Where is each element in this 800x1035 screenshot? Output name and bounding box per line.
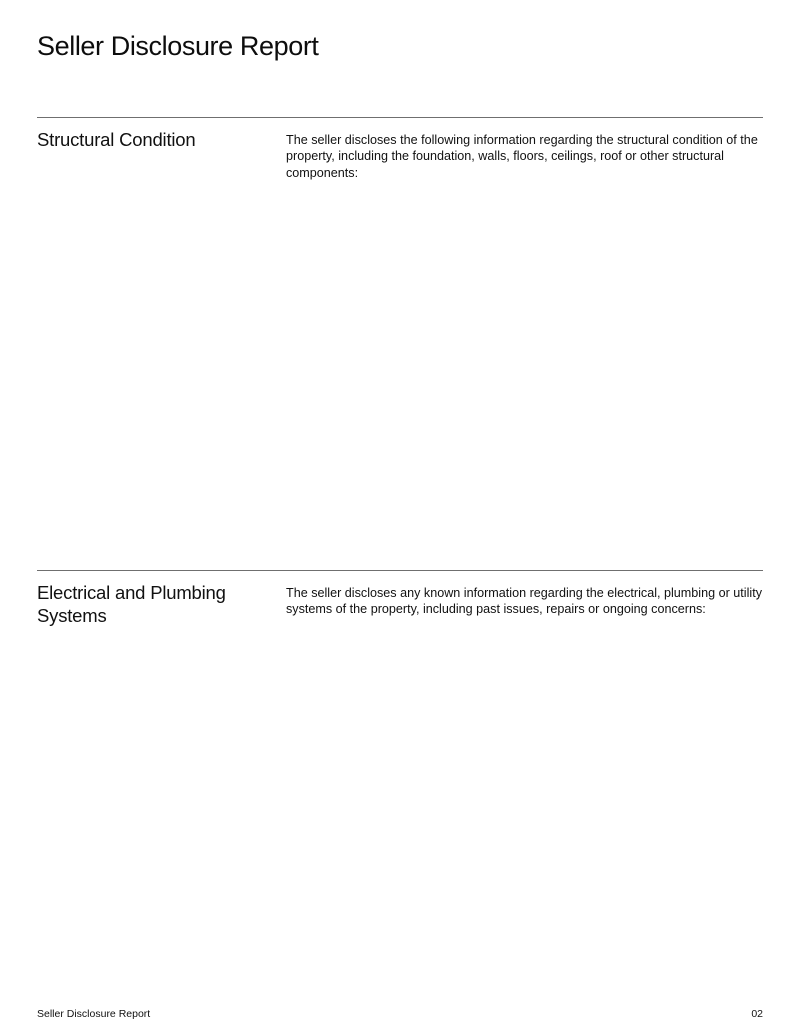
section-body: The seller discloses any known information regarding the electrical, plumbing or utility systems of the property, including past issues, repairs or ongoing concerns: [286, 586, 762, 617]
section-heading: Structural Condition [37, 129, 196, 150]
section-electrical-plumbing [37, 570, 763, 626]
page-number: 02 [751, 1008, 763, 1020]
footer-title: Seller Disclosure Report [37, 1008, 151, 1020]
section-body: The seller discloses the following information regarding the structural condition of the property, including the foundation, walls, floors, ceilings, roof or other structural components: [286, 133, 758, 180]
section-heading: Electrical and Plumbing Systems [37, 582, 226, 626]
section-structural-condition [37, 117, 763, 180]
page-title: Seller Disclosure Report [37, 31, 319, 61]
